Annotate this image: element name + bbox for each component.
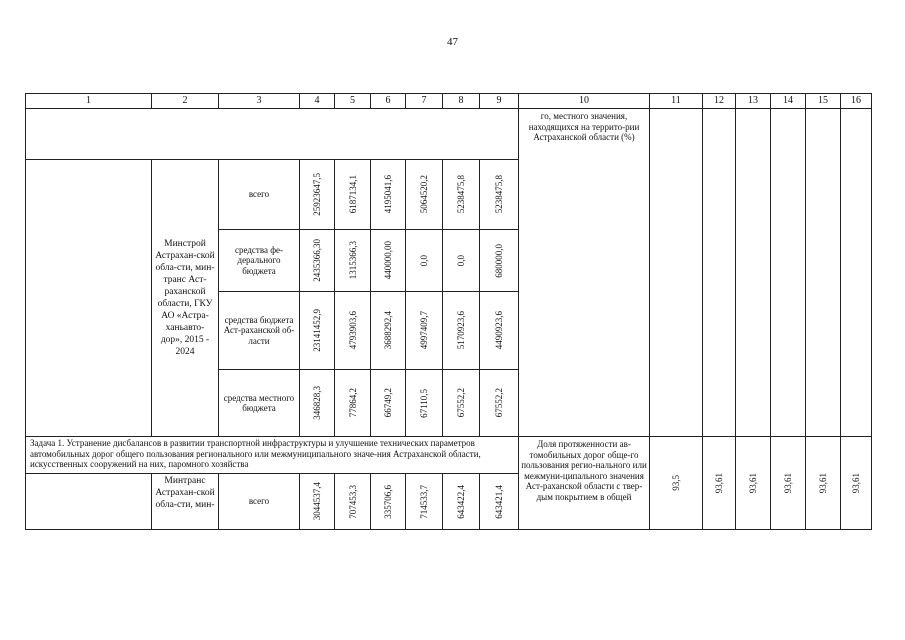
value-cell: [479, 291, 519, 370]
col1-blank-cell: [25, 159, 152, 437]
value-cell: [370, 229, 406, 292]
value-cell: [370, 159, 406, 230]
value-cell: [370, 369, 406, 437]
indicator-value: 93,61: [818, 472, 828, 494]
value-cell: [299, 473, 335, 530]
value-cell: [334, 291, 371, 370]
header-cell: 3: [218, 93, 300, 109]
value-cell: [334, 229, 371, 292]
value-text: 67552,2: [494, 388, 504, 418]
indicator-value-cell: [840, 436, 872, 530]
indicator-value-cell: [770, 436, 806, 530]
header-cell: 16: [840, 93, 872, 109]
indicator-continuation-text: го, местного значения, находящихся на террито-рии Астраханской области (%): [528, 111, 640, 142]
responsible-cell: [151, 159, 219, 437]
funding-label: всего: [248, 189, 270, 200]
value-text: 643422,4: [456, 484, 466, 519]
page-number: 47: [447, 36, 458, 48]
value-text: 67552,2: [456, 388, 466, 418]
value-cell: [299, 369, 335, 437]
value-cell: [405, 473, 443, 530]
value-text: 2435366,30: [312, 239, 322, 282]
value-text: 714533,7: [419, 484, 429, 519]
target-blank-cell: [770, 108, 806, 437]
header-cell: 15: [805, 93, 841, 109]
funding-label: средства фе-дерального бюджета: [234, 244, 284, 276]
value-text: 1315366,3: [347, 241, 358, 280]
funding-label-cell: [218, 473, 300, 530]
value-text: 707453,3: [347, 484, 358, 519]
value-text: 3688292,4: [383, 311, 393, 350]
header-cell: 4: [299, 93, 335, 109]
header-cell: 10: [518, 93, 650, 109]
target-blank-cell: [649, 108, 703, 437]
funding-label-cell: [218, 159, 300, 230]
value-text: 5170923,6: [456, 311, 466, 350]
indicator-value: 93,61: [714, 472, 724, 494]
value-text: 23141452,9: [312, 309, 322, 352]
col1-blank-cell: [25, 473, 152, 530]
value-cell: [334, 473, 371, 530]
value-text: 335706,6: [383, 484, 393, 519]
value-cell: [442, 159, 480, 230]
responsible-cell: [151, 473, 219, 530]
value-text: 4490923,6: [494, 311, 504, 350]
value-cell: [442, 473, 480, 530]
indicator-value: 93,5: [671, 475, 681, 491]
responsible-text: Минстрой Астрахан-ской обла-сти, мин-транс Аст-раханской области, ГКУ АО «Астра-ханьавто-дор», 2015 - 2024: [155, 239, 215, 357]
value-text: 6187134,1: [347, 175, 358, 214]
value-text: 680000,0: [494, 243, 504, 278]
funding-label: средства местного бюджета: [223, 392, 295, 413]
header-cell: 13: [735, 93, 771, 109]
value-text: 0,0: [456, 254, 466, 267]
funding-label-cell: [218, 369, 300, 437]
header-cell: 7: [405, 93, 443, 109]
value-text: 67110,5: [419, 388, 429, 418]
value-cell: [299, 291, 335, 370]
indicator-value: 93,61: [851, 472, 861, 494]
indicator-value: 93,61: [783, 472, 793, 494]
header-cell: 1: [25, 93, 152, 109]
indicator-value-cell: [735, 436, 771, 530]
target-blank-cell: [702, 108, 736, 437]
target-blank-cell: [735, 108, 771, 437]
indicator-value-cell: [649, 436, 703, 530]
funding-label-cell: [218, 291, 300, 370]
value-text: 5238475,8: [456, 175, 466, 214]
value-text: 77864,2: [347, 388, 358, 418]
value-cell: [370, 473, 406, 530]
task-cell: [25, 436, 519, 474]
funding-label-cell: [218, 229, 300, 292]
value-cell: [405, 159, 443, 230]
value-cell: [442, 229, 480, 292]
value-text: 4793903,6: [347, 311, 358, 350]
header-cell: 8: [442, 93, 480, 109]
value-text: 440000,00: [383, 241, 393, 280]
value-cell: [405, 291, 443, 370]
value-cell: [479, 369, 519, 437]
value-cell: [299, 159, 335, 230]
value-cell: [334, 369, 371, 437]
value-cell: [299, 229, 335, 292]
value-cell: [442, 369, 480, 437]
header-cell: 11: [649, 93, 703, 109]
funding-label: средства бюджета Аст-раханской об-ласти: [223, 314, 295, 346]
indicator-continuation-cell: [518, 108, 650, 437]
value-cell: [405, 229, 443, 292]
value-text: 3044537,4: [312, 482, 322, 521]
header-cell: 12: [702, 93, 736, 109]
target-blank-cell: [805, 108, 841, 437]
value-text: 5064520,2: [419, 175, 429, 214]
header-cell: 14: [770, 93, 806, 109]
indicator-value-cell: [702, 436, 736, 530]
value-cell: [370, 291, 406, 370]
value-text: 346828,3: [312, 386, 322, 420]
value-cell: [334, 159, 371, 230]
value-text: 66749,2: [383, 388, 393, 418]
indicator-value: 93,61: [748, 472, 758, 494]
value-cell: [479, 229, 519, 292]
header-cell: 6: [370, 93, 406, 109]
responsible-text: Минтранс Астрахан-ской обла-сти, мин-: [155, 476, 215, 510]
value-text: 643421,4: [494, 484, 504, 519]
target-blank-cell: [840, 108, 872, 437]
value-text: 25923647,5: [312, 173, 322, 216]
indicator-cell: [518, 436, 650, 530]
value-text: 4997409,7: [419, 311, 429, 350]
program-table: [25, 93, 872, 530]
indicator-value-cell: [805, 436, 841, 530]
value-text: 0,0: [419, 254, 429, 267]
indicator-text: Доля протяженности ав-томобильных дорог обще-го пользования регио-нального или межмуни-ципального значения Аст-раханской области с твер-дым покрытием в общей: [521, 439, 647, 502]
funding-label: всего: [248, 496, 270, 507]
value-text: 4195041,6: [383, 175, 393, 214]
header-cell: 9: [479, 93, 519, 109]
value-cell: [479, 159, 519, 230]
value-cell: [442, 291, 480, 370]
value-cell: [479, 473, 519, 530]
task-text: Задача 1. Устранение дисбалансов в развитии транспортной инфраструктуры и улучшение технических параметров автомобильных дорог общего пользования регионального или межмуниципального значе-ния Астраханской области, искусственных сооружений на них, паромного хозяйства: [30, 438, 481, 469]
value-text: 5238475,8: [494, 175, 504, 214]
header-cell: 5: [334, 93, 371, 109]
merged-continuation-cell: [25, 108, 519, 160]
header-cell: 2: [151, 93, 219, 109]
value-cell: [405, 369, 443, 437]
